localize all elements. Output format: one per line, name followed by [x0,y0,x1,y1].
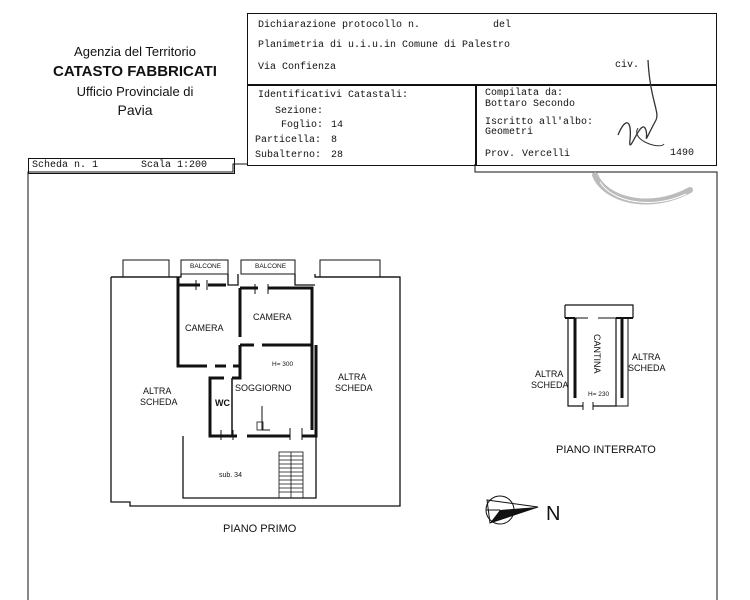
catasto-title: CATASTO FABBRICATI [53,63,217,80]
wc-label: WC [215,398,230,408]
albo-value: Geometri [485,127,534,138]
scheda-label: Scheda n. 1 [32,160,99,171]
subalterno-value: 28 [331,150,344,161]
compilata-name: Bottaro Secondo [485,99,576,110]
north-letter: N [546,503,561,525]
piano-interrato-caption: PIANO INTERRATO [556,444,656,456]
piano-interrato-plan [531,305,666,410]
iscritto-label: Iscritto all'albo: [485,117,594,128]
balcone-right-label: BALCONE [255,263,287,270]
camera-left-label: CAMERA [185,323,224,333]
identificativi-title: Identificativi Catastali: [258,90,409,101]
altra-right-line2: SCHEDA [335,383,373,393]
primo-height-label: H= 300 [272,361,294,368]
interrato-altra-right-line2: SCHEDA [628,363,666,373]
interrato-altra-right-line1: ALTRA [632,352,661,362]
sub-label: sub. 34 [219,472,242,479]
altra-left-line1: ALTRA [143,386,172,396]
compilata-label: Compilata da: [485,88,564,99]
particella-label: Particella: [255,135,322,146]
planimetria-label: Planimetria di u.i.u.in Comune di Palestro [258,40,511,51]
piano-primo-caption: PIANO PRIMO [223,523,297,535]
prov-label: Prov. [485,149,516,160]
cantina-label: CANTINA [592,334,602,374]
dichiarazione-label: Dichiarazione protocollo n. [258,20,421,31]
city-label: Pavia [117,102,153,118]
scala-label: Scala 1:200 [141,160,208,171]
address-label: Via Confienza [258,62,337,73]
interrato-altra-left-line2: SCHEDA [531,380,569,390]
sezione-label: Sezione: [275,106,324,117]
altra-left-line2: SCHEDA [140,397,178,407]
del-label: del [493,20,512,31]
altra-right-line1: ALTRA [338,372,367,382]
professional-stamp [595,175,690,203]
civ-label: civ. [615,60,640,71]
interrato-altra-left-line1: ALTRA [535,369,564,379]
balcone-left-label: BALCONE [190,263,222,270]
piano-primo-plan [111,260,400,506]
north-arrow [486,496,538,524]
agency-name: Agenzia del Territorio [74,44,196,59]
ufficio-label: Ufficio Provinciale di [76,84,194,99]
foglio-label: Foglio: [281,120,324,131]
soggiorno-label: SOGGIORNO [235,383,292,393]
surveyor-signature [618,60,664,146]
camera-right-label: CAMERA [253,312,292,322]
interrato-height-label: H= 230 [588,391,610,398]
particella-value: 8 [331,135,338,146]
foglio-value: 14 [331,120,344,131]
subalterno-label: Subalterno: [255,150,322,161]
albo-number: 1490 [670,148,695,159]
prov-value: Vercelli [522,149,571,160]
